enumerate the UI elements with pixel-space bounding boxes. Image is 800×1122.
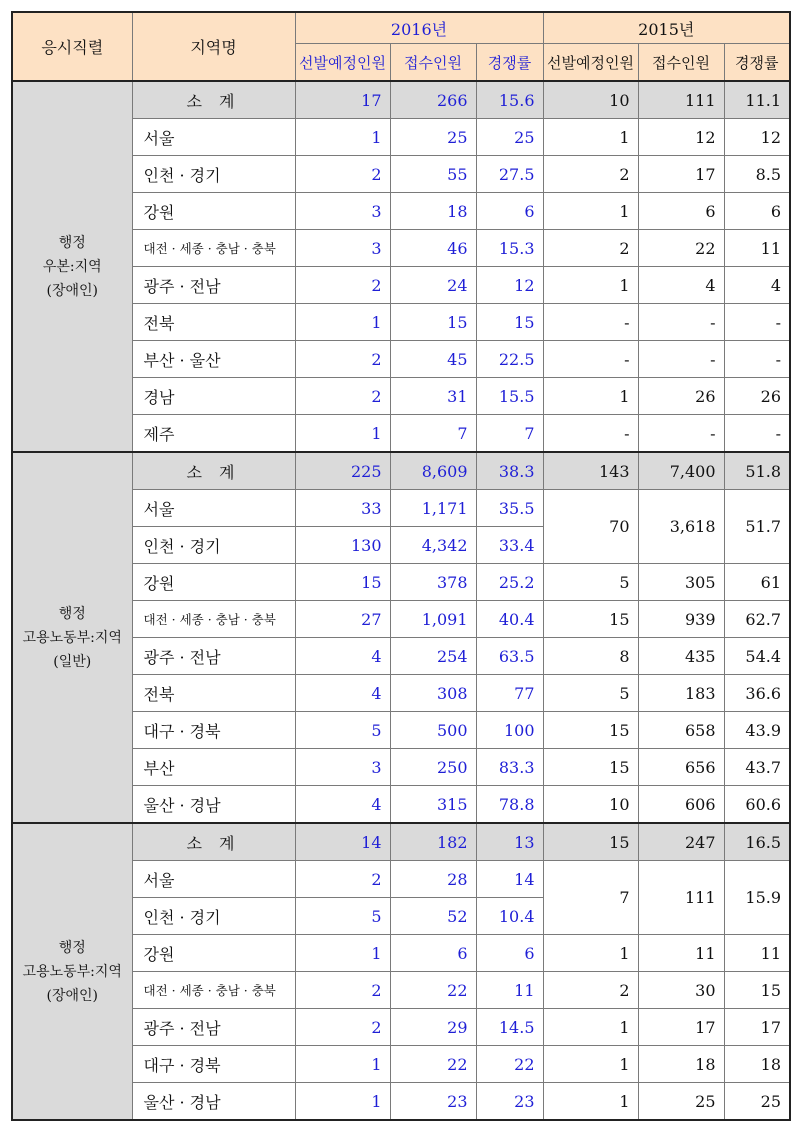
2015-rate-cell: 17 — [724, 1009, 790, 1046]
2015-applied-cell: - — [638, 304, 724, 341]
2015-planned-cell: 1 — [543, 119, 638, 156]
2015-rate-cell: 51.8 — [724, 452, 790, 490]
2015-planned-cell: 10 — [543, 81, 638, 119]
2015-planned-cell: 1 — [543, 1009, 638, 1046]
2016-rate-cell: 38.3 — [476, 452, 543, 490]
2015-applied-cell: 606 — [638, 786, 724, 824]
2015-applied-cell: 17 — [638, 1009, 724, 1046]
region-cell: 소 계 — [132, 823, 295, 861]
2015-planned-cell: - — [543, 341, 638, 378]
2015-applied-cell: 247 — [638, 823, 724, 861]
region-cell: 인천 · 경기 — [132, 156, 295, 193]
2015-applied-cell: 111 — [638, 81, 724, 119]
2015-rate-cell: 43.7 — [724, 749, 790, 786]
subtotal-row — [12, 823, 790, 861]
2016-planned-cell: 4 — [295, 638, 390, 675]
2015-planned-cell: 10 — [543, 786, 638, 824]
2015-planned-cell: 1 — [543, 193, 638, 230]
2016-applied-cell: 15 — [390, 304, 476, 341]
2016-rate-cell: 100 — [476, 712, 543, 749]
2015-planned-cell: 7 — [543, 861, 638, 935]
2015-applied-cell: 12 — [638, 119, 724, 156]
header-2015-rate: 경쟁률 — [724, 44, 790, 82]
2015-planned-cell: 1 — [543, 378, 638, 415]
2015-planned-cell: 2 — [543, 972, 638, 1009]
2016-applied-cell: 52 — [390, 898, 476, 935]
2015-planned-cell: 15 — [543, 823, 638, 861]
2015-applied-cell: 18 — [638, 1046, 724, 1083]
2015-rate-cell: 60.6 — [724, 786, 790, 824]
region-cell: 경남 — [132, 378, 295, 415]
2016-planned-cell: 2 — [295, 861, 390, 898]
2016-rate-cell: 15.3 — [476, 230, 543, 267]
2015-planned-cell: 8 — [543, 638, 638, 675]
2015-rate-cell: 4 — [724, 267, 790, 304]
2015-rate-cell: 36.6 — [724, 675, 790, 712]
2016-rate-cell: 14 — [476, 861, 543, 898]
2015-planned-cell: 5 — [543, 564, 638, 601]
job-category-line: 행정 — [58, 939, 86, 956]
2015-rate-cell: 51.7 — [724, 490, 790, 564]
2016-planned-cell: 2 — [295, 1009, 390, 1046]
2016-rate-cell: 22 — [476, 1046, 543, 1083]
2015-applied-cell: 22 — [638, 230, 724, 267]
2016-applied-cell: 31 — [390, 378, 476, 415]
2016-rate-cell: 6 — [476, 193, 543, 230]
2015-planned-cell: 15 — [543, 601, 638, 638]
2016-rate-cell: 15 — [476, 304, 543, 341]
table-group — [12, 823, 790, 1120]
2015-rate-cell: 15.9 — [724, 861, 790, 935]
2015-applied-cell: 305 — [638, 564, 724, 601]
2016-applied-cell: 7 — [390, 415, 476, 453]
2015-rate-cell: 11 — [724, 230, 790, 267]
2016-rate-cell: 11 — [476, 972, 543, 1009]
header-year-2015: 2015년 — [543, 12, 790, 44]
2016-applied-cell: 24 — [390, 267, 476, 304]
2016-applied-cell: 266 — [390, 81, 476, 119]
2016-applied-cell: 1,091 — [390, 601, 476, 638]
2016-applied-cell: 46 — [390, 230, 476, 267]
region-cell: 제주 — [132, 415, 295, 453]
2015-planned-cell: 1 — [543, 935, 638, 972]
job-category-line: 우본:지역 — [42, 258, 102, 275]
2015-applied-cell: 25 — [638, 1083, 724, 1121]
2016-applied-cell: 500 — [390, 712, 476, 749]
2016-rate-cell: 78.8 — [476, 786, 543, 824]
2015-planned-cell: - — [543, 304, 638, 341]
2015-rate-cell: 8.5 — [724, 156, 790, 193]
2016-planned-cell: 3 — [295, 230, 390, 267]
job-category-line: 행정 — [58, 234, 86, 251]
2015-rate-cell: 25 — [724, 1083, 790, 1121]
region-cell: 서울 — [132, 490, 295, 527]
2016-planned-cell: 17 — [295, 81, 390, 119]
region-cell: 서울 — [132, 861, 295, 898]
job-category-line: 행정 — [58, 605, 86, 622]
2016-rate-cell: 15.6 — [476, 81, 543, 119]
header-2016-planned: 선발예정인원 — [295, 44, 390, 82]
2015-applied-cell: 939 — [638, 601, 724, 638]
2016-applied-cell: 254 — [390, 638, 476, 675]
2016-applied-cell: 55 — [390, 156, 476, 193]
region-cell: 광주 · 전남 — [132, 267, 295, 304]
job-category-line: 고용노동부:지역 — [22, 963, 122, 980]
region-cell: 인천 · 경기 — [132, 898, 295, 935]
2016-applied-cell: 23 — [390, 1083, 476, 1121]
region-cell: 대전 · 세종 · 충남 · 충북 — [132, 230, 295, 267]
job-category-cell — [12, 452, 132, 823]
2016-rate-cell: 63.5 — [476, 638, 543, 675]
2015-planned-cell: 1 — [543, 1046, 638, 1083]
job-category-line: (장애인) — [46, 282, 98, 299]
2015-rate-cell: 11.1 — [724, 81, 790, 119]
2016-planned-cell: 2 — [295, 378, 390, 415]
2016-planned-cell: 14 — [295, 823, 390, 861]
2016-planned-cell: 1 — [295, 119, 390, 156]
2016-rate-cell: 14.5 — [476, 1009, 543, 1046]
2016-planned-cell: 27 — [295, 601, 390, 638]
subtotal-row — [12, 452, 790, 490]
2016-rate-cell: 25 — [476, 119, 543, 156]
table-header — [12, 12, 790, 81]
region-cell: 대전 · 세종 · 충남 · 충북 — [132, 601, 295, 638]
2016-planned-cell: 5 — [295, 712, 390, 749]
2016-rate-cell: 83.3 — [476, 749, 543, 786]
2015-planned-cell: 143 — [543, 452, 638, 490]
2016-applied-cell: 18 — [390, 193, 476, 230]
2016-rate-cell: 27.5 — [476, 156, 543, 193]
header-job-group: 응시직렬 — [12, 12, 132, 81]
2015-rate-cell: - — [724, 304, 790, 341]
header-region: 지역명 — [132, 12, 295, 81]
region-cell: 대전 · 세종 · 충남 · 충북 — [132, 972, 295, 1009]
2016-applied-cell: 315 — [390, 786, 476, 824]
2016-planned-cell: 33 — [295, 490, 390, 527]
2015-planned-cell: 15 — [543, 749, 638, 786]
2016-rate-cell: 77 — [476, 675, 543, 712]
2016-planned-cell: 4 — [295, 786, 390, 824]
2016-applied-cell: 29 — [390, 1009, 476, 1046]
job-category-cell — [12, 823, 132, 1120]
2016-applied-cell: 8,609 — [390, 452, 476, 490]
region-cell: 부산 · 울산 — [132, 341, 295, 378]
2015-planned-cell: - — [543, 415, 638, 453]
2016-rate-cell: 15.5 — [476, 378, 543, 415]
2016-applied-cell: 28 — [390, 861, 476, 898]
2016-rate-cell: 7 — [476, 415, 543, 453]
2016-applied-cell: 6 — [390, 935, 476, 972]
region-cell: 강원 — [132, 564, 295, 601]
region-cell: 대구 · 경북 — [132, 712, 295, 749]
2016-planned-cell: 2 — [295, 156, 390, 193]
2015-rate-cell: 11 — [724, 935, 790, 972]
subtotal-row — [12, 81, 790, 119]
2015-planned-cell: 1 — [543, 267, 638, 304]
2016-rate-cell: 40.4 — [476, 601, 543, 638]
2015-planned-cell: 1 — [543, 1083, 638, 1121]
region-cell: 인천 · 경기 — [132, 527, 295, 564]
2016-applied-cell: 250 — [390, 749, 476, 786]
2015-applied-cell: 183 — [638, 675, 724, 712]
2016-rate-cell: 23 — [476, 1083, 543, 1121]
2016-applied-cell: 4,342 — [390, 527, 476, 564]
header-2016-rate: 경쟁률 — [476, 44, 543, 82]
region-cell: 광주 · 전남 — [132, 1009, 295, 1046]
2015-planned-cell: 2 — [543, 230, 638, 267]
competition-rate-table — [11, 11, 791, 1121]
region-cell: 소 계 — [132, 81, 295, 119]
2016-planned-cell: 2 — [295, 972, 390, 1009]
region-cell: 부산 — [132, 749, 295, 786]
2016-applied-cell: 25 — [390, 119, 476, 156]
2015-applied-cell: 17 — [638, 156, 724, 193]
2016-planned-cell: 225 — [295, 452, 390, 490]
2015-applied-cell: 26 — [638, 378, 724, 415]
region-cell: 강원 — [132, 935, 295, 972]
2015-applied-cell: 656 — [638, 749, 724, 786]
2015-applied-cell: 435 — [638, 638, 724, 675]
2016-planned-cell: 1 — [295, 1083, 390, 1121]
2015-rate-cell: - — [724, 415, 790, 453]
2015-rate-cell: 26 — [724, 378, 790, 415]
2016-rate-cell: 6 — [476, 935, 543, 972]
table-group — [12, 452, 790, 823]
2015-applied-cell: 111 — [638, 861, 724, 935]
2016-planned-cell: 3 — [295, 193, 390, 230]
2015-rate-cell: 12 — [724, 119, 790, 156]
2016-applied-cell: 1,171 — [390, 490, 476, 527]
2016-planned-cell: 4 — [295, 675, 390, 712]
2015-applied-cell: 3,618 — [638, 490, 724, 564]
region-cell: 울산 · 경남 — [132, 1083, 295, 1121]
2015-rate-cell: 15 — [724, 972, 790, 1009]
2015-applied-cell: 4 — [638, 267, 724, 304]
2016-planned-cell: 1 — [295, 1046, 390, 1083]
job-category-line: (일반) — [53, 653, 92, 670]
2016-applied-cell: 22 — [390, 1046, 476, 1083]
2016-planned-cell: 130 — [295, 527, 390, 564]
2015-applied-cell: 30 — [638, 972, 724, 1009]
2015-applied-cell: - — [638, 341, 724, 378]
2015-rate-cell: 61 — [724, 564, 790, 601]
2015-rate-cell: 54.4 — [724, 638, 790, 675]
region-cell: 대구 · 경북 — [132, 1046, 295, 1083]
2015-applied-cell: 658 — [638, 712, 724, 749]
2016-rate-cell: 13 — [476, 823, 543, 861]
header-2016-applied: 접수인원 — [390, 44, 476, 82]
2015-rate-cell: 18 — [724, 1046, 790, 1083]
job-category-line: (장애인) — [46, 987, 98, 1004]
region-cell: 전북 — [132, 304, 295, 341]
2016-rate-cell: 10.4 — [476, 898, 543, 935]
job-category-cell — [12, 81, 132, 452]
2016-rate-cell: 33.4 — [476, 527, 543, 564]
2015-planned-cell: 70 — [543, 490, 638, 564]
region-cell: 강원 — [132, 193, 295, 230]
2015-applied-cell: - — [638, 415, 724, 453]
2016-rate-cell: 35.5 — [476, 490, 543, 527]
2016-planned-cell: 3 — [295, 749, 390, 786]
header-2015-applied: 접수인원 — [638, 44, 724, 82]
region-cell: 전북 — [132, 675, 295, 712]
2015-rate-cell: 16.5 — [724, 823, 790, 861]
header-year-2016: 2016년 — [295, 12, 543, 44]
region-cell: 서울 — [132, 119, 295, 156]
2015-planned-cell: 15 — [543, 712, 638, 749]
2016-planned-cell: 5 — [295, 898, 390, 935]
2015-planned-cell: 5 — [543, 675, 638, 712]
region-cell: 소 계 — [132, 452, 295, 490]
region-cell: 울산 · 경남 — [132, 786, 295, 824]
table-group — [12, 81, 790, 452]
2015-rate-cell: 6 — [724, 193, 790, 230]
2016-rate-cell: 22.5 — [476, 341, 543, 378]
2015-applied-cell: 6 — [638, 193, 724, 230]
2016-applied-cell: 378 — [390, 564, 476, 601]
2015-applied-cell: 11 — [638, 935, 724, 972]
2016-applied-cell: 22 — [390, 972, 476, 1009]
2016-applied-cell: 308 — [390, 675, 476, 712]
2015-rate-cell: 62.7 — [724, 601, 790, 638]
2016-planned-cell: 1 — [295, 415, 390, 453]
header-2015-planned: 선발예정인원 — [543, 44, 638, 82]
2016-planned-cell: 1 — [295, 304, 390, 341]
job-category-line: 고용노동부:지역 — [22, 629, 122, 646]
region-cell: 광주 · 전남 — [132, 638, 295, 675]
2016-planned-cell: 2 — [295, 267, 390, 304]
2016-applied-cell: 182 — [390, 823, 476, 861]
2016-planned-cell: 15 — [295, 564, 390, 601]
2015-rate-cell: 43.9 — [724, 712, 790, 749]
2016-rate-cell: 12 — [476, 267, 543, 304]
2016-planned-cell: 1 — [295, 935, 390, 972]
2016-applied-cell: 45 — [390, 341, 476, 378]
2016-rate-cell: 25.2 — [476, 564, 543, 601]
2015-planned-cell: 2 — [543, 156, 638, 193]
2015-applied-cell: 7,400 — [638, 452, 724, 490]
2016-planned-cell: 2 — [295, 341, 390, 378]
2015-rate-cell: - — [724, 341, 790, 378]
